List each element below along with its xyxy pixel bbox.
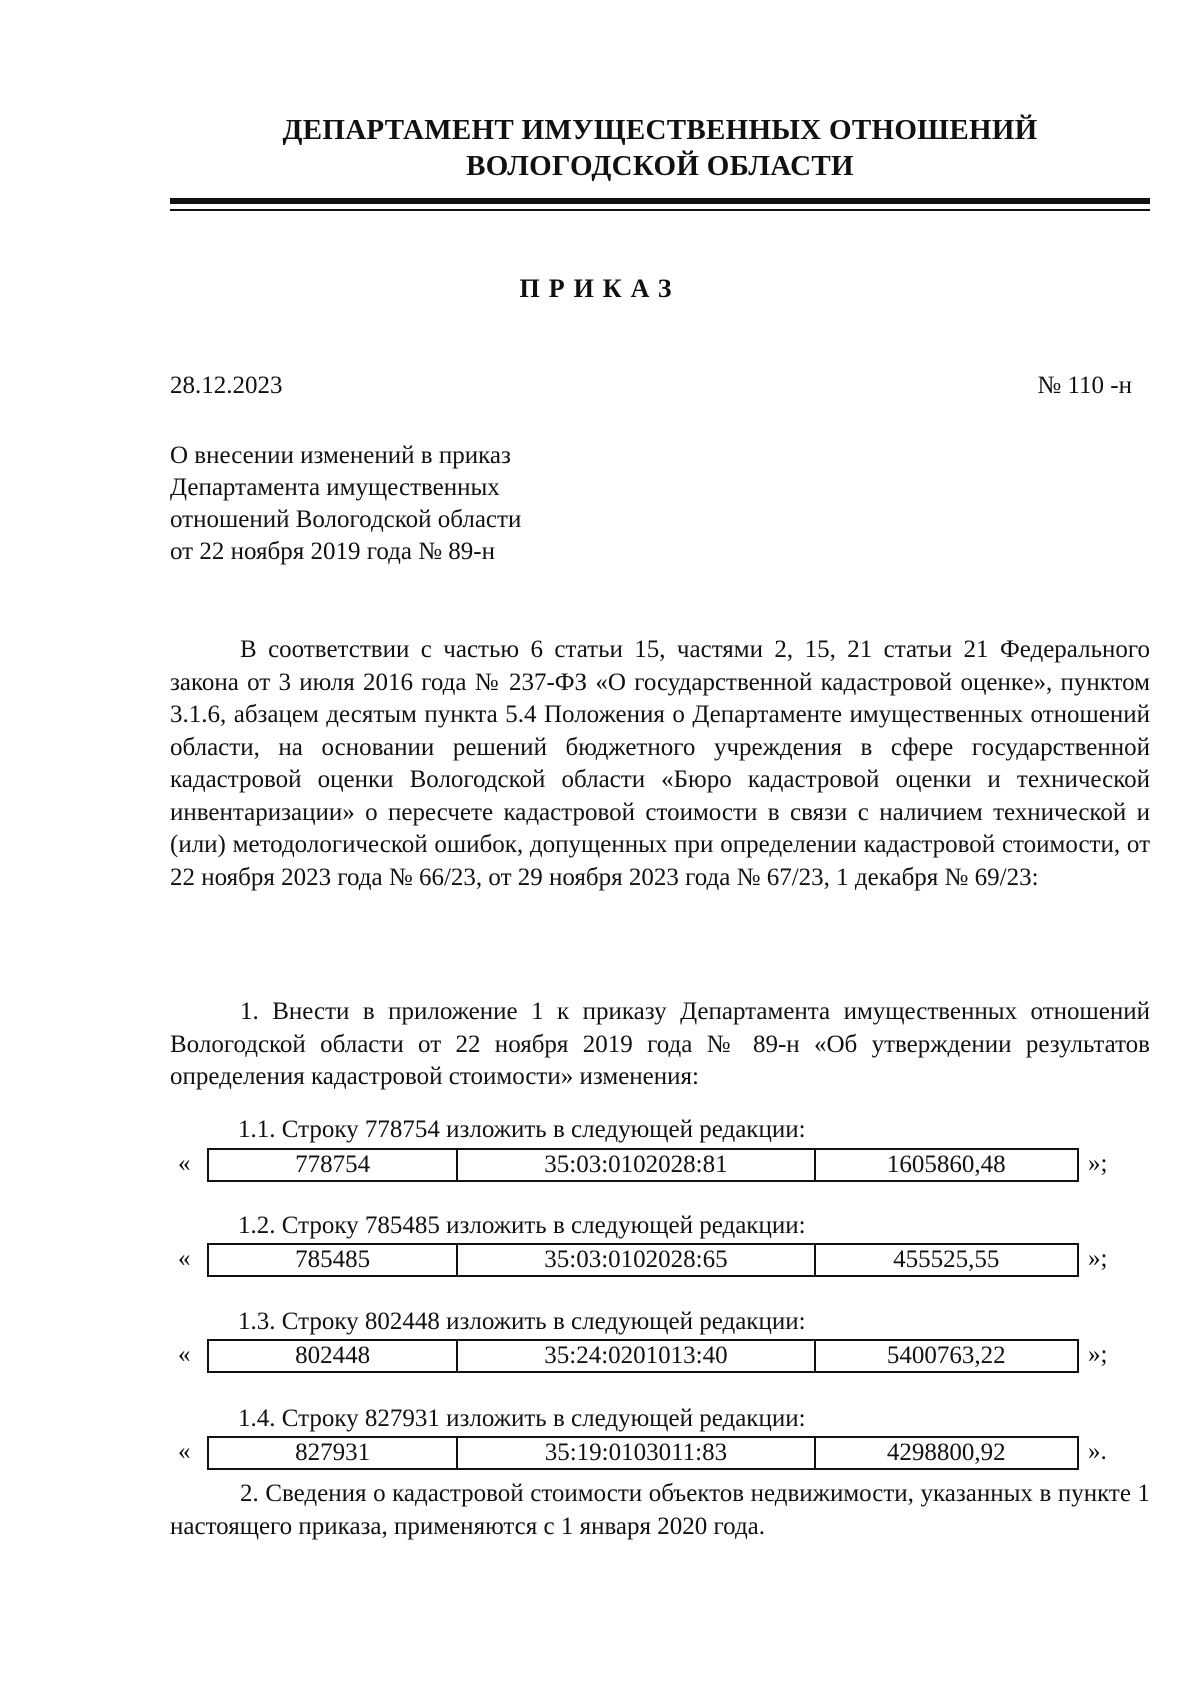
sub-item-label: 1.3. Строку 802448 изложить в следующей редакции: [238, 1308, 806, 1335]
replacement-row-table [207, 1148, 1079, 1182]
issuer-line-1: ДЕПАРТАМЕНТ ИМУЩЕСТВЕННЫХ ОТНОШЕНИЙ [282, 114, 1038, 146]
quote-close: ». [1088, 1438, 1107, 1465]
subject-line: от 22 ноября 2019 года № 89-н [170, 538, 495, 565]
quote-open: « [178, 1341, 191, 1368]
replacement-row-table [207, 1436, 1079, 1470]
cadastral-number-cell: 35:03:0102028:81 [457, 1149, 814, 1181]
cadastral-value-cell: 1605860,48 [815, 1149, 1078, 1181]
quote-close: »; [1088, 1245, 1108, 1272]
quote-close: »; [1088, 1150, 1108, 1177]
sub-item-label: 1.4. Строку 827931 изложить в следующей редакции: [238, 1405, 806, 1432]
row-number-cell: 785485 [208, 1244, 457, 1276]
replacement-row-table [207, 1243, 1079, 1277]
quote-open: « [178, 1245, 191, 1272]
order-number: № 110 -н [1037, 372, 1132, 399]
quote-open: « [178, 1150, 191, 1177]
preamble-paragraph: В соответствии с частью 6 статьи 15, частями 2, 15, 21 статьи 21 Федерального закона от 3 июля 2016 года № 237-ФЗ «О государственной кадастровой оценке», пунктом 3.1.6, абзацем десятым пункта 5.4 Положения о Департаменте имущественных отношений области, на основании решений бюджетного учреждения в сфере государственной кадастровой оценки Вологодской области «Бюро кадастровой оценки и технической инвентаризации» о пересчете кадастровой стоимости в связи с наличием технической и (или) методологической ошибок, допущенных при определении кадастровой стоимости, от 22 ноября 2023 года № 66/23, от 29 ноября 2023 года № 67/23, 1 декабря № 69/23: [170, 636, 1150, 891]
sub-item-label: 1.2. Строку 785485 изложить в следующей редакции: [238, 1212, 806, 1239]
order-date: 28.12.2023 [170, 372, 283, 399]
header-rule-thick [170, 198, 1150, 204]
item-1-paragraph: 1. Внести в приложение 1 к приказу Департамента имущественных отношений Вологодской области от 22 ноября 2019 года № 89-н «Об утверждении результатов определения кадастровой стоимости» изменения: [170, 998, 1150, 1090]
quote-open: « [178, 1438, 191, 1465]
row-number-cell: 827931 [208, 1437, 457, 1469]
cadastral-number-cell: 35:24:0201013:40 [457, 1340, 814, 1372]
order-subject [170, 440, 650, 568]
table-row [208, 1437, 1078, 1469]
subject-line: отношений Вологодской области [170, 506, 522, 533]
document-type: ПРИКАЗ [519, 274, 681, 303]
header-rule-thin [170, 209, 1150, 211]
cadastral-value-cell: 455525,55 [815, 1244, 1078, 1276]
sub-item-label: 1.1. Строку 778754 изложить в следующей редакции: [238, 1116, 806, 1143]
cadastral-value-cell: 4298800,92 [815, 1437, 1078, 1469]
cadastral-number-cell: 35:19:0103011:83 [457, 1437, 814, 1469]
cadastral-number-cell: 35:03:0102028:65 [457, 1244, 814, 1276]
issuer-header [170, 112, 1150, 184]
item-2-paragraph: 2. Сведения о кадастровой стоимости объектов недвижимости, указанных в пункте 1 настоящего приказа, применяются с 1 января 2020 года. [170, 1480, 1150, 1540]
row-number-cell: 802448 [208, 1340, 457, 1372]
table-row [208, 1149, 1078, 1181]
row-number-cell: 778754 [208, 1149, 457, 1181]
issuer-line-2: ВОЛОГОДСКОЙ ОБЛАСТИ [466, 150, 854, 182]
quote-close: »; [1088, 1341, 1108, 1368]
table-row [208, 1340, 1078, 1372]
table-row [208, 1244, 1078, 1276]
subject-line: Департамента имущественных [170, 474, 500, 501]
cadastral-value-cell: 5400763,22 [815, 1340, 1078, 1372]
subject-line: О внесении изменений в приказ [170, 442, 511, 469]
replacement-row-table [207, 1339, 1079, 1373]
